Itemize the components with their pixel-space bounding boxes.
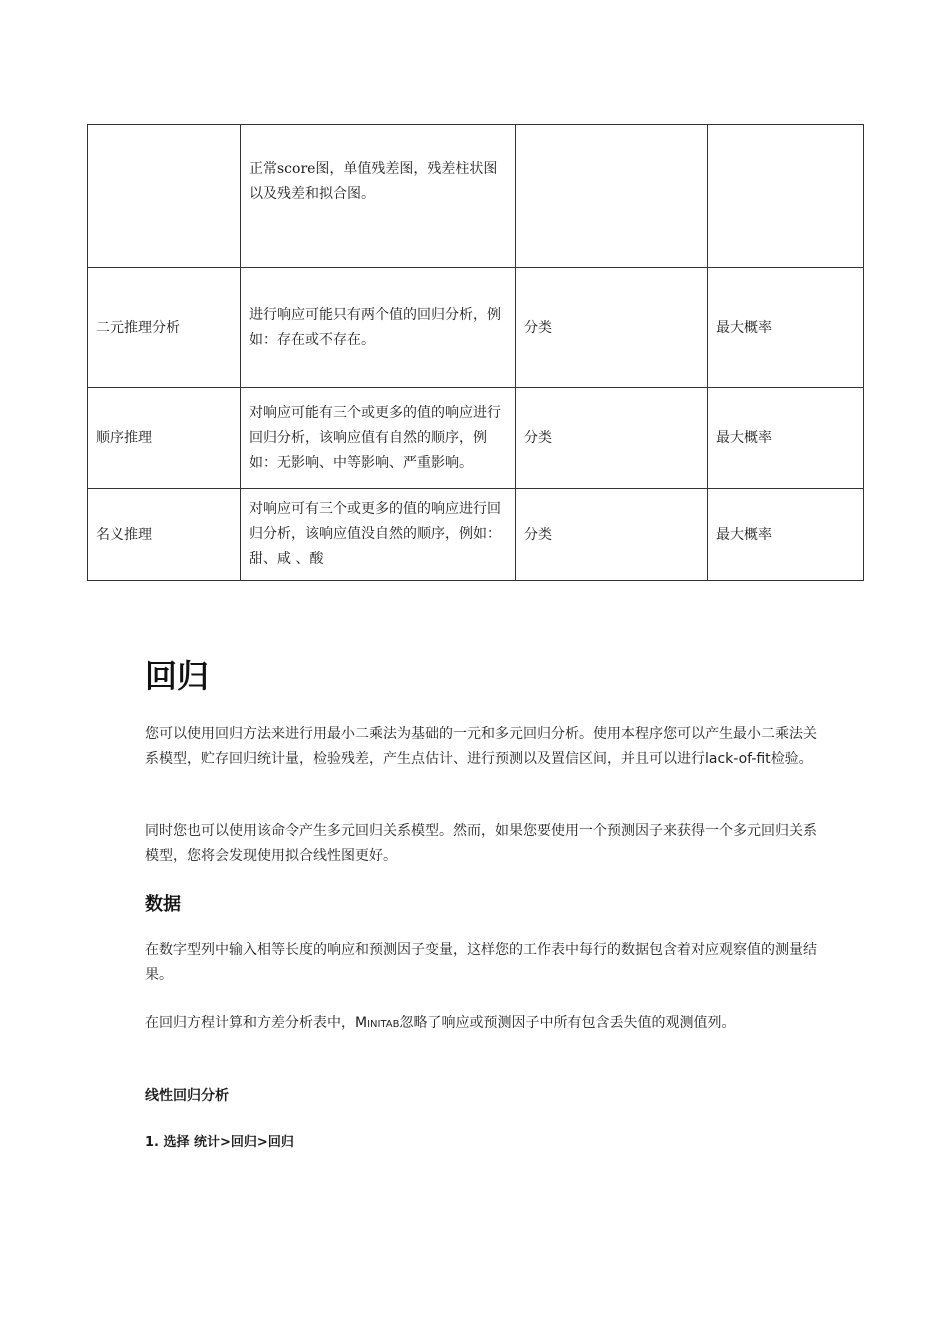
- step-1-instruction: 1. 选择 统计>回归>回归: [145, 1135, 294, 1150]
- regression-methods-table: [87, 124, 864, 581]
- table-row: [88, 388, 864, 489]
- missing-values-paragraph: [145, 1011, 820, 1036]
- regression-multivariate-paragraph: 同时您也可以使用该命令产生多元回归关系模型。然而，如果您要使用一个预测因子来获得一个多元回归关系模型，您将会发现使用拟合线性图更好。: [145, 823, 817, 864]
- intro-text-a: 您可以使用回归方法来进行用最小二乘法为基础的一元和多元回归分析。使用本程序您可以产生最小二乘法关系模型，贮存回归统计量，检验残差，产生点估计、进行预测以及置信区间，并且可以进行: [145, 726, 817, 767]
- table-row: [88, 268, 864, 388]
- table-cell-response: 分类: [516, 388, 708, 489]
- section-title: 回归: [145, 657, 210, 695]
- linear-regression-heading: 线性回归分析: [145, 1088, 229, 1104]
- table-row: [88, 489, 864, 581]
- missing-text-a: 在回归方程计算和方差分析表中，: [145, 1015, 355, 1031]
- table-row: [88, 125, 864, 268]
- table-cell-response: [516, 125, 708, 268]
- table-cell-method: 最大概率: [708, 489, 864, 581]
- regression-intro-paragraph: [145, 722, 820, 772]
- table-cell-description: 对响应可能有三个或更多的值的响应进行回归分析，该响应值有自然的顺序，例如：无影响、中等影响、严重影响。: [241, 388, 516, 489]
- table-cell-description: 进行响应可能只有两个值的回归分析，例如：存在或不存在。: [241, 268, 516, 388]
- table-cell-method: 最大概率: [708, 388, 864, 489]
- table-cell-description: 对响应可有三个或更多的值的响应进行回归分析，该响应值没自然的顺序，例如：甜、咸 、酸: [241, 489, 516, 581]
- lack-of-fit-term: lack-of-fit: [705, 751, 771, 767]
- data-input-paragraph: 在数字型列中输入相等长度的响应和预测因子变量，这样您的工作表中每行的数据包含着对应观察值的测量结果。: [145, 942, 817, 983]
- intro-text-b: 检验。: [770, 751, 813, 767]
- data-heading: 数据: [145, 894, 181, 915]
- table-cell-type: 名义推理: [88, 489, 241, 581]
- table-cell-response: 分类: [516, 489, 708, 581]
- table-cell-type: 二元推理分析: [88, 268, 241, 388]
- table-cell-description: 正常score图，单值残差图，残差柱状图以及残差和拟合图。: [241, 125, 516, 268]
- table-cell-response: 分类: [516, 268, 708, 388]
- missing-text-b: 忽略了响应或预测因子中所有包含丢失值的观测值列。: [399, 1015, 736, 1031]
- table-cell-type: [88, 125, 241, 268]
- table-cell-type: 顺序推理: [88, 388, 241, 489]
- table-cell-method: [708, 125, 864, 268]
- table-cell-method: 最大概率: [708, 268, 864, 388]
- minitab-brand: Minitab: [355, 1015, 400, 1031]
